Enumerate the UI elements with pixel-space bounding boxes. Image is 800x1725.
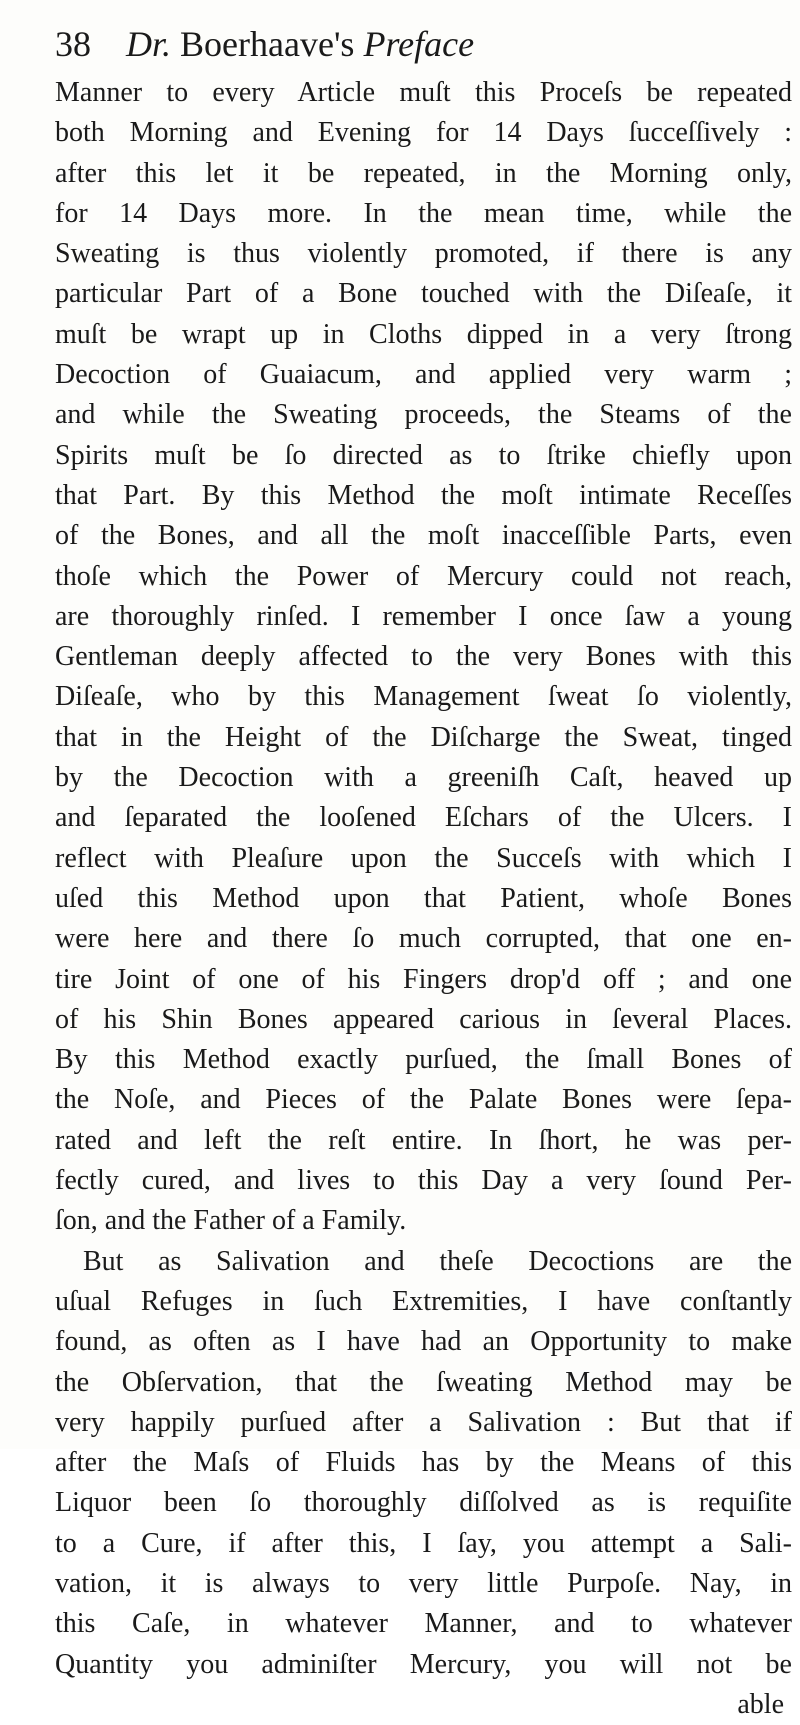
text-line: of the Bones, and all the moſt inacceſſible Parts, even [55,520,792,552]
text-line: for 14 Days more. In the mean time, while the [55,197,792,229]
text-line: the Noſe, and Pieces of the Palate Bones were ſepa- [55,1084,792,1116]
text-line: the Obſervation, that the ſweating Method may be [55,1366,792,1398]
text-line: after this let it be repeated, in the Morning only, [55,157,792,189]
text-line: to a Cure, if after this, I ſay, you attempt a Sali- [55,1527,792,1559]
text-line: ſon, and the Father of a Family. [55,1205,407,1237]
text-line: found, as often as I have had an Opportunity to make [55,1326,792,1358]
text-line: are thoroughly rinſed. I remember I once ſaw a young [55,600,792,632]
text-line: Manner to every Article muſt this Proceſs be repeated [55,77,792,108]
text-line: uſed this Method upon that Patient, whoſe Bones [55,882,792,914]
text-line: Spirits muſt be ſo directed as to ſtrike chiefly upon [55,439,792,471]
text-line: of his Shin Bones appeared carious in ſeveral Places. [55,1003,792,1035]
body-text [55,73,792,1725]
text-line: particular Part of a Bone touched with the Diſeaſe, it [55,278,792,310]
text-line: thoſe which the Power of Mercury could not reach, [55,560,792,592]
text-line: Liquor been ſo thoroughly diſſolved as is requiſite [55,1487,792,1519]
running-head-preface: Preface [363,24,475,64]
text-line: vation, it is always to very little Purpoſe. Nay, in [55,1567,792,1599]
text-line: rated and left the reſt entire. In ſhort, he was per- [55,1124,792,1156]
text-line: Quantity you adminiſter Mercury, you will not be [55,1648,792,1680]
text-line: this Caſe, in whatever Manner, and to whatever [55,1608,792,1640]
paragraph-start-line: But as Salivation and theſe Decoctions are the [83,1245,792,1277]
running-head [55,18,755,70]
text-line: were here and there ſo much corrupted, that one en- [55,923,792,955]
running-head-name: Boerhaave's [180,24,355,64]
text-line: that in the Height of the Diſcharge the Sweat, tinged [55,721,792,753]
text-line: and while the Sweating proceeds, the Steams of the [55,399,792,431]
page-number: 38 [55,24,91,64]
text-line: fectly cured, and lives to this Day a very ſound Per- [55,1165,792,1197]
text-line: uſual Refuges in ſuch Extremities, I have conſtantly [55,1285,792,1317]
running-head-author: Dr. [126,24,172,64]
text-line: Diſeaſe, who by this Management ſweat ſo violently, [55,681,792,713]
text-line: by the Decoction with a greeniſh Caſt, heaved up [55,762,792,794]
text-line: and ſeparated the looſened Eſchars of the Ulcers. I [55,802,792,834]
text-line: Gentleman deeply affected to the very Bones with this [55,641,792,673]
text-line: tire Joint of one of his Fingers drop'd off ; and one [55,963,792,995]
text-line: after the Maſs of Fluids has by the Means of this [55,1447,792,1479]
text-line: that Part. By this Method the moſt intimate Receſſes [55,479,792,511]
text-line: reflect with Pleaſure upon the Succeſs with which I [55,842,792,874]
running-head-title [126,18,474,70]
catchword: able [737,1688,784,1720]
text-line: Sweating is thus violently promoted, if there is any [55,238,792,270]
text-line: By this Method exactly purſued, the ſmall Bones of [55,1044,792,1076]
text-line: muſt be wrapt up in Cloths dipped in a very ſtrong [55,318,792,350]
text-line: very happily purſued after a Salivation : But that if [55,1406,792,1438]
text-line: both Morning and Evening for 14 Days ſucceſſively : [55,117,792,149]
text-line: Decoction of Guaiacum, and applied very warm ; [55,359,792,391]
